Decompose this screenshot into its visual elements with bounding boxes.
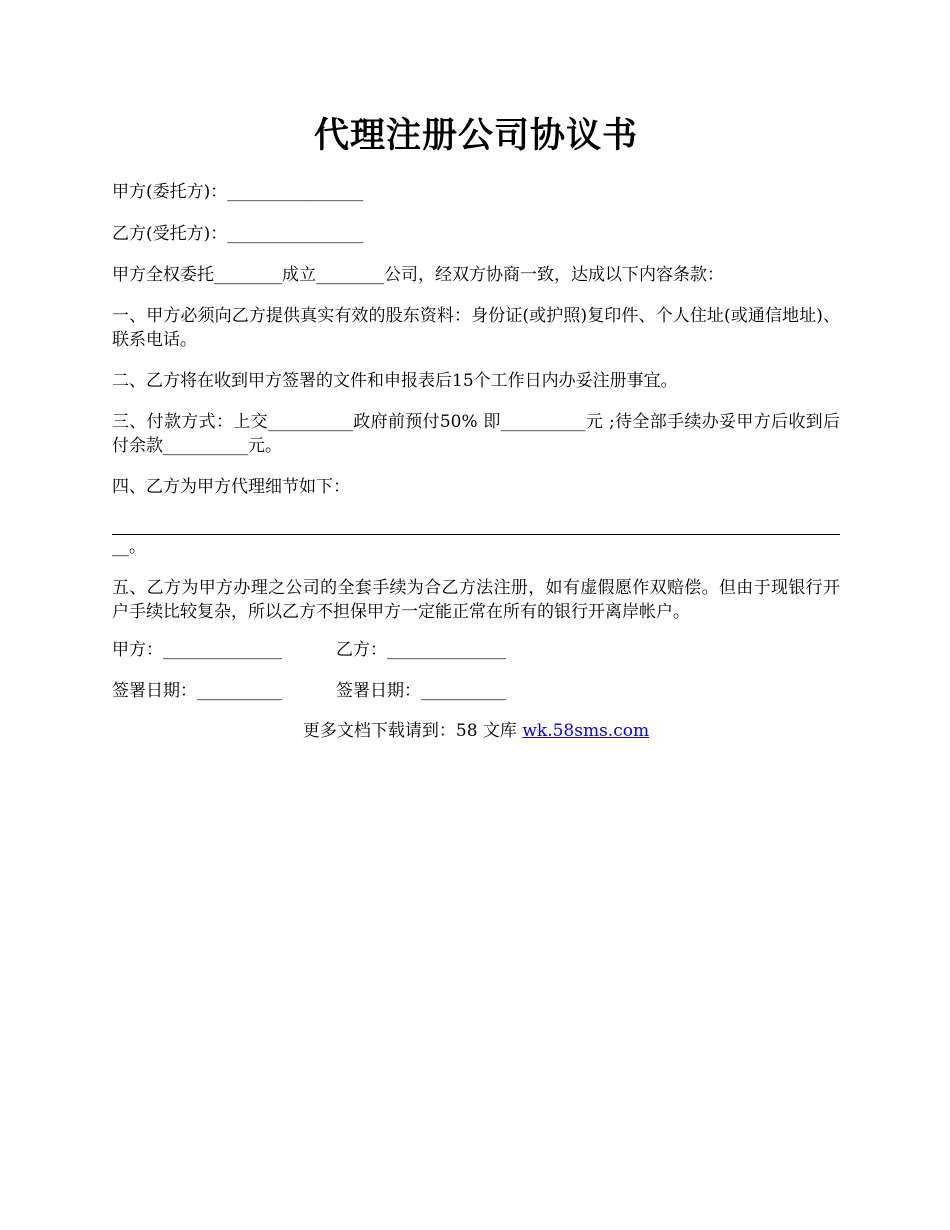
footer-link[interactable]: wk.58sms.com: [522, 721, 650, 741]
footer-text: 更多文档下载请到：58 文库: [302, 721, 523, 741]
clause-4: 四、乙方为甲方代理细节如下：: [112, 477, 350, 497]
sign-date-b: 签署日期：__________: [336, 681, 506, 701]
date-row: [112, 679, 840, 703]
clause-3: 三、付款方式：上交__________政府前预付50% 即__________元 ;待全部手续办妥甲方后收到后付余款__________元。: [112, 412, 840, 456]
party-b-line: 乙方(受托方)：________________: [112, 224, 364, 244]
document-title: 代理注册公司协议书: [313, 115, 638, 156]
clause-5: 五、乙方为甲方办理之公司的全套手续为合乙方法注册，如有虚假愿作双赔偿。但由于现银行开户手续比较复杂，所以乙方不担保甲方一定能正常在所有的银行开离岸帐户。: [112, 578, 840, 622]
clause-4-details-blank: [112, 516, 840, 559]
intro-paragraph: 甲方全权委托________成立________公司，经双方协商一致，达成以下内容条款：: [112, 265, 724, 285]
sign-date-a: 签署日期：__________: [112, 681, 282, 701]
signature-party-b: 乙方：______________: [336, 640, 506, 660]
detail-underline: [112, 516, 840, 535]
clause-4-tail: __。: [112, 537, 146, 557]
footer: [112, 719, 840, 743]
party-a-line: 甲方(委托方)：________________: [112, 182, 364, 202]
clause-2: 二、乙方将在收到甲方签署的文件和申报表后15个工作日内办妥注册事宜。: [112, 371, 678, 391]
clause-1: 一、甲方必须向乙方提供真实有效的股东资料：身份证(或护照)复印件、个人住址(或通信地址)、联系电话。: [112, 306, 840, 350]
signature-party-a: 甲方：______________: [112, 640, 282, 660]
signature-row: [112, 638, 840, 662]
